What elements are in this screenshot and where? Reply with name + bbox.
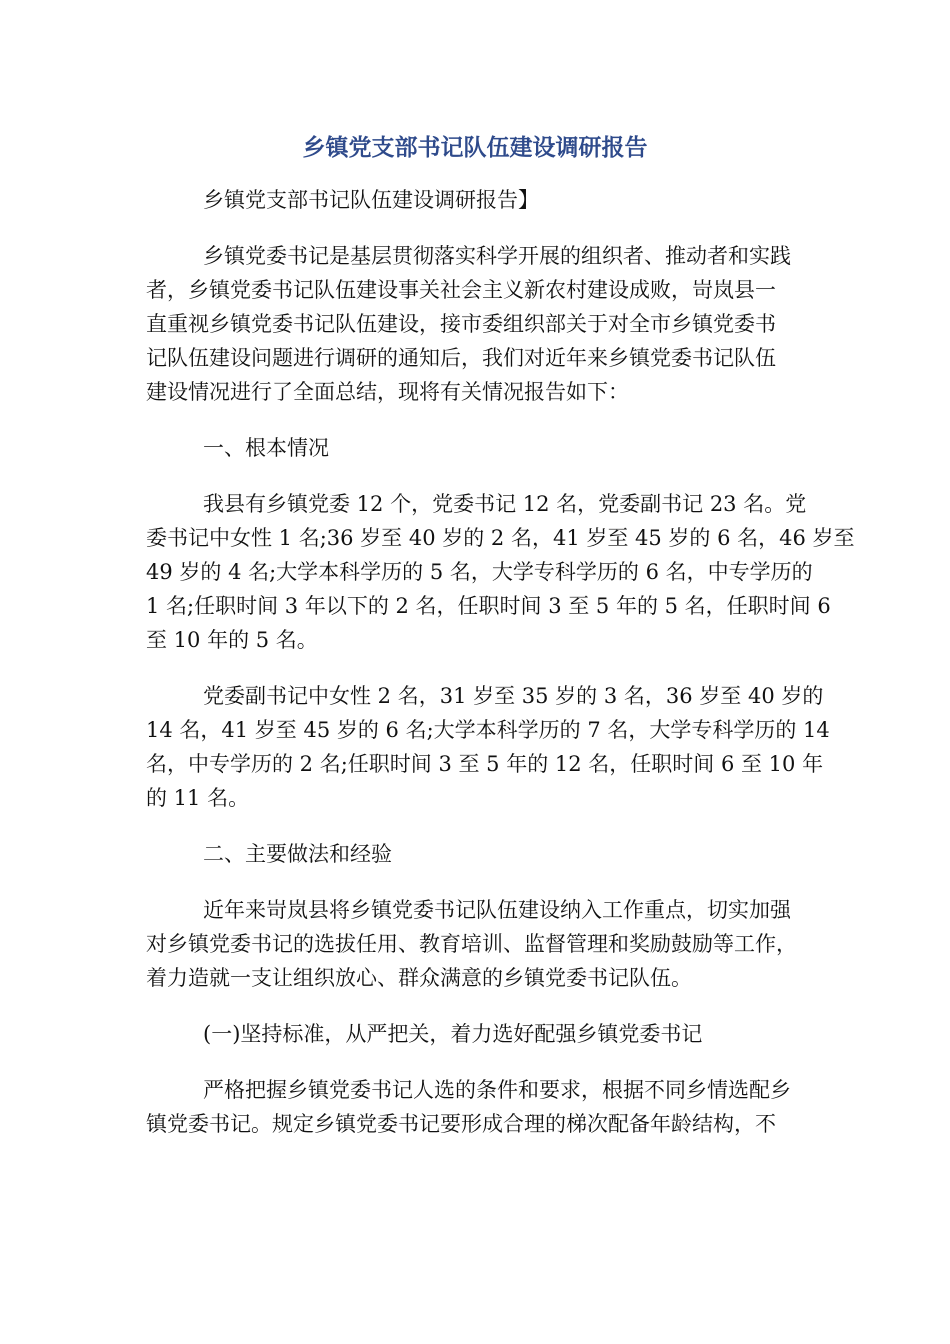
text-line: 二、主要做法和经验 <box>203 842 392 866</box>
text-line: 者，乡镇党委书记队伍建设事关社会主义新农村建设成败，岢岚县一 <box>146 278 776 302</box>
paragraph-heading-1 <box>146 431 806 465</box>
text-line: 名，中专学历的 2 名;任职时间 3 至 5 年的 12 名，任职时间 6 至 10 年 <box>146 752 824 776</box>
text-line: 党委副书记中女性 2 名，31 岁至 35 岁的 3 名，36 岁至 40 岁的 <box>203 684 824 708</box>
text-line: 建设情况进行了全面总结，现将有关情况报告如下： <box>146 380 629 404</box>
document-title: 乡镇党支部书记队伍建设调研报告 <box>302 135 648 161</box>
text-line: 至 10 年的 5 名。 <box>146 628 318 652</box>
text-line: 着力造就一支让组织放心、群众满意的乡镇党委书记队伍。 <box>146 966 692 990</box>
text-line: 乡镇党支部书记队伍建设调研报告】 <box>203 188 539 212</box>
text-line: 49 岁的 4 名;大学本科学历的 5 名，大学专科学历的 6 名，中专学历的 <box>146 560 813 584</box>
paragraph-sub-heading-1 <box>146 1017 806 1051</box>
paragraph-basic-2 <box>146 679 830 815</box>
text-line: 严格把握乡镇党委书记人选的条件和要求，根据不同乡情选配乡 <box>203 1078 791 1102</box>
text-line: 乡镇党委书记是基层贯彻落实科学开展的组织者、推动者和实践 <box>203 244 791 268</box>
text-line: 委书记中女性 1 名;36 岁至 40 岁的 2 名，41 岁至 45 岁的 6 名，46 岁至 <box>146 526 855 550</box>
text-line: 镇党委书记。规定乡镇党委书记要形成合理的梯次配备年龄结构，不 <box>146 1112 776 1136</box>
text-line: 14 名，41 岁至 45 岁的 6 名;大学本科学历的 7 名，大学专科学历的 14 <box>146 718 830 742</box>
paragraph-intro <box>146 239 806 409</box>
paragraph-heading-2 <box>146 837 806 871</box>
text-line: 记队伍建设问题进行调研的通知后，我们对近年来乡镇党委书记队伍 <box>146 346 776 370</box>
text-line: 1 名;任职时间 3 年以下的 2 名，任职时间 3 至 5 年的 5 名，任职时间 6 <box>146 594 831 618</box>
text-line: 对乡镇党委书记的选拔任用、教育培训、监督管理和奖励鼓励等工作， <box>146 932 797 956</box>
text-line: 我县有乡镇党委 12 个，党委书记 12 名，党委副书记 23 名。党 <box>203 492 807 516</box>
text-line: 一、根本情况 <box>203 436 329 460</box>
document-body <box>146 183 855 1163</box>
paragraph-standard <box>146 1073 806 1141</box>
paragraph-practice <box>146 893 806 995</box>
text-line: (一)坚持标准，从严把关，着力选好配强乡镇党委书记 <box>203 1022 703 1046</box>
paragraph-basic-1 <box>146 487 855 657</box>
paragraph-subtitle <box>146 183 806 217</box>
text-line: 近年来岢岚县将乡镇党委书记队伍建设纳入工作重点，切实加强 <box>203 898 791 922</box>
text-line: 直重视乡镇党委书记队伍建设，接市委组织部关于对全市乡镇党委书 <box>146 312 776 336</box>
text-line: 的 11 名。 <box>146 786 250 810</box>
